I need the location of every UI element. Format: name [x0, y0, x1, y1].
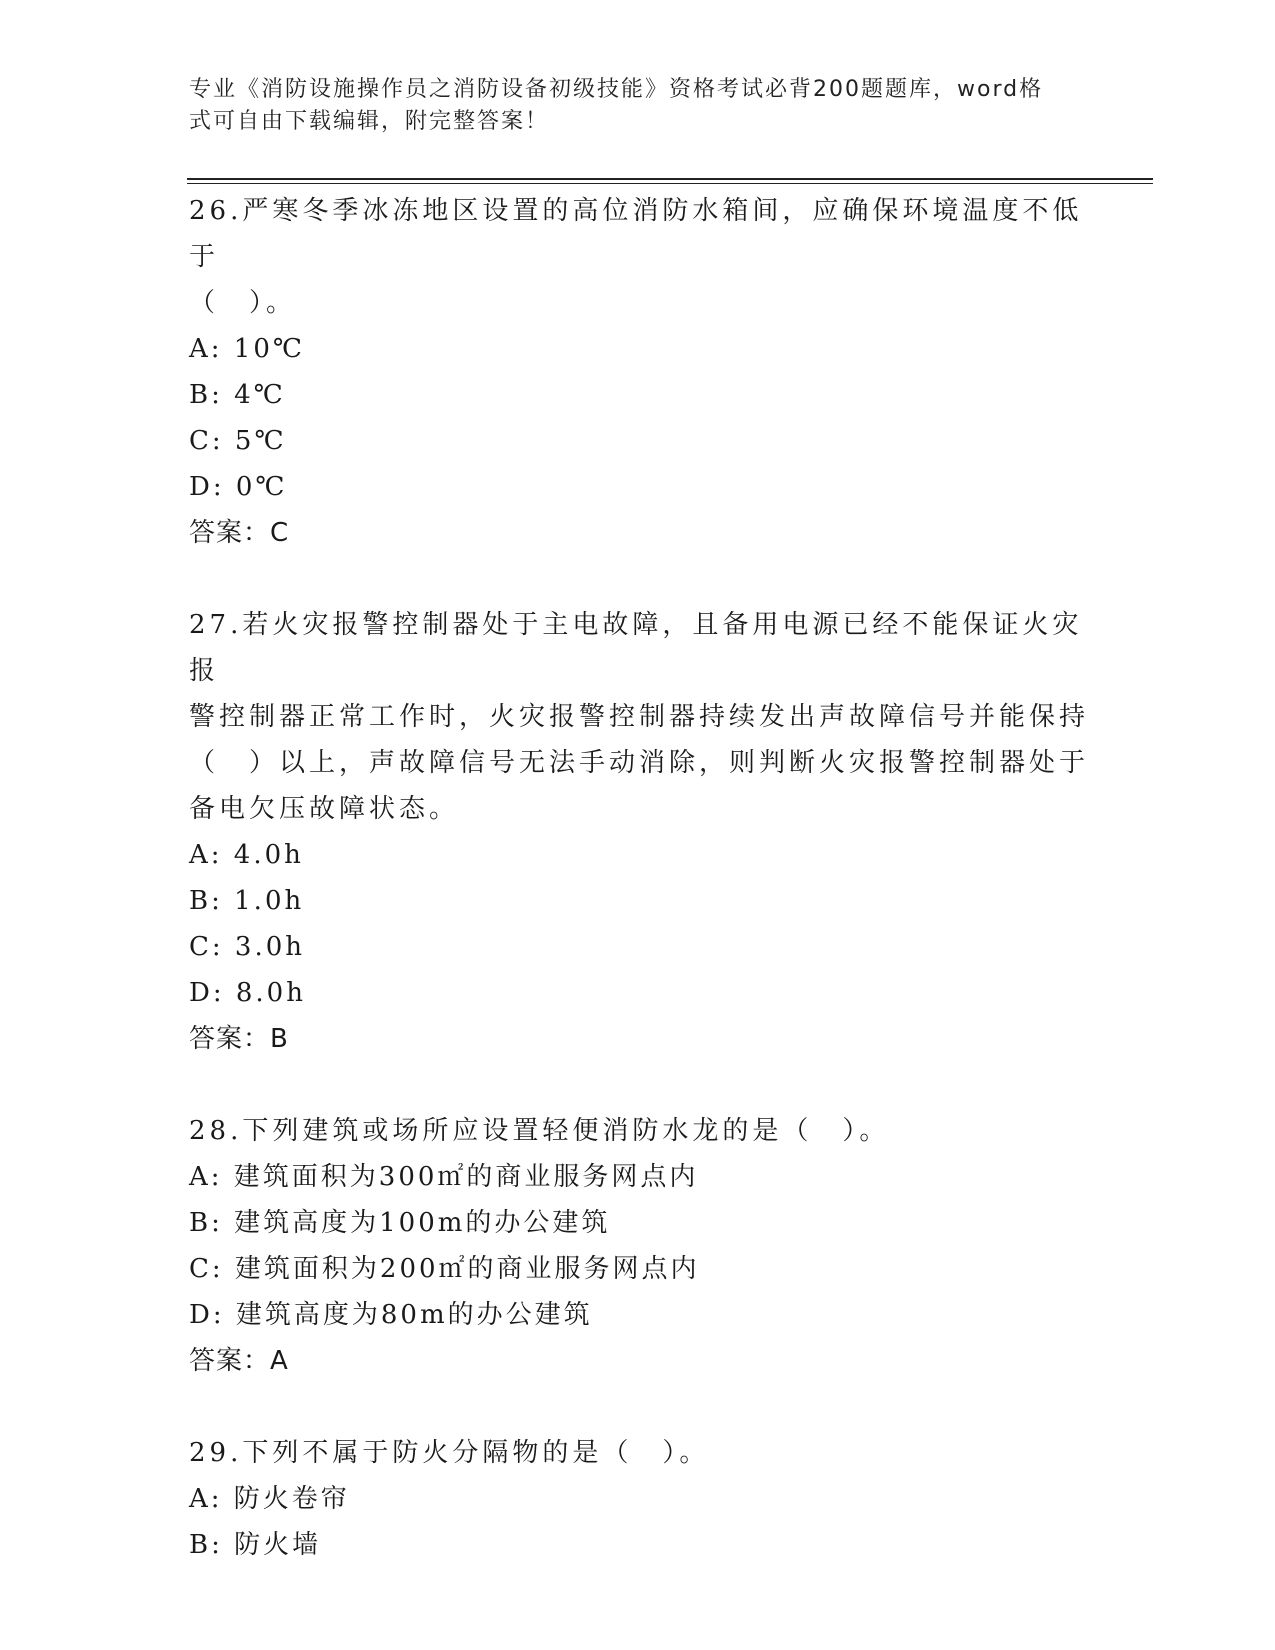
option-d: D: 建筑高度为80m的办公建筑 — [189, 1300, 593, 1330]
option-a: A: 4.0h — [189, 840, 304, 870]
option-a: A: 建筑面积为300㎡的商业服务网点内 — [189, 1162, 699, 1192]
answer-line: 答案：A — [189, 1346, 289, 1376]
question-27 — [189, 602, 1089, 1062]
question-26 — [189, 188, 1089, 556]
question-spacer — [189, 1062, 1089, 1108]
question-29 — [189, 1430, 1089, 1568]
option-c: C: 建筑面积为200㎡的商业服务网点内 — [189, 1254, 700, 1284]
question-spacer — [189, 1384, 1089, 1430]
question-stem-line: （ ）以上，声故障信号无法手动消除，则判断火灾报警控制器处于 — [189, 748, 1090, 778]
question-28 — [189, 1108, 1089, 1384]
option-c: C: 3.0h — [189, 932, 306, 962]
option-c: C: 5℃ — [189, 426, 287, 456]
question-stem-line: 29.下列不属于防火分隔物的是（ ）。 — [189, 1438, 710, 1468]
question-stem-line: 27.若火灾报警控制器处于主电故障，且备用电源已经不能保证火灾报 — [189, 610, 1083, 686]
option-d: D: 0℃ — [189, 472, 288, 502]
option-b: B: 防火墙 — [189, 1530, 322, 1560]
answer-line: 答案：B — [189, 1024, 289, 1054]
option-d: D: 8.0h — [189, 978, 306, 1008]
header-divider-thick — [187, 178, 1153, 180]
question-stem-line: 警控制器正常工作时，火灾报警控制器持续发出声故障信号并能保持 — [189, 702, 1090, 732]
question-list — [189, 188, 1089, 1568]
question-stem-line: 26.严寒冬季冰冻地区设置的高位消防水箱间，应确保环境温度不低于 — [189, 196, 1083, 272]
header-divider-thin — [187, 183, 1153, 184]
header-line-2: 式可自由下载编辑，附完整答案！ — [189, 109, 550, 134]
question-stem-line: 28.下列建筑或场所应设置轻便消防水龙的是（ ）。 — [189, 1116, 890, 1146]
option-b: B: 1.0h — [189, 886, 305, 916]
question-spacer — [189, 556, 1089, 602]
question-stem-line: （ ）。 — [189, 288, 297, 318]
option-b: B: 建筑高度为100m的办公建筑 — [189, 1208, 611, 1238]
header-line-1: 专业《消防设施操作员之消防设备初级技能》资格考试必背200题题库，word格 — [189, 77, 1044, 102]
document-header — [189, 74, 1069, 138]
option-b: B: 4℃ — [189, 380, 286, 410]
question-stem-line: 备电欠压故障状态。 — [189, 794, 460, 824]
option-a: A: 防火卷帘 — [189, 1484, 350, 1514]
option-a: A: 10℃ — [189, 334, 305, 364]
answer-line: 答案：C — [189, 518, 290, 548]
